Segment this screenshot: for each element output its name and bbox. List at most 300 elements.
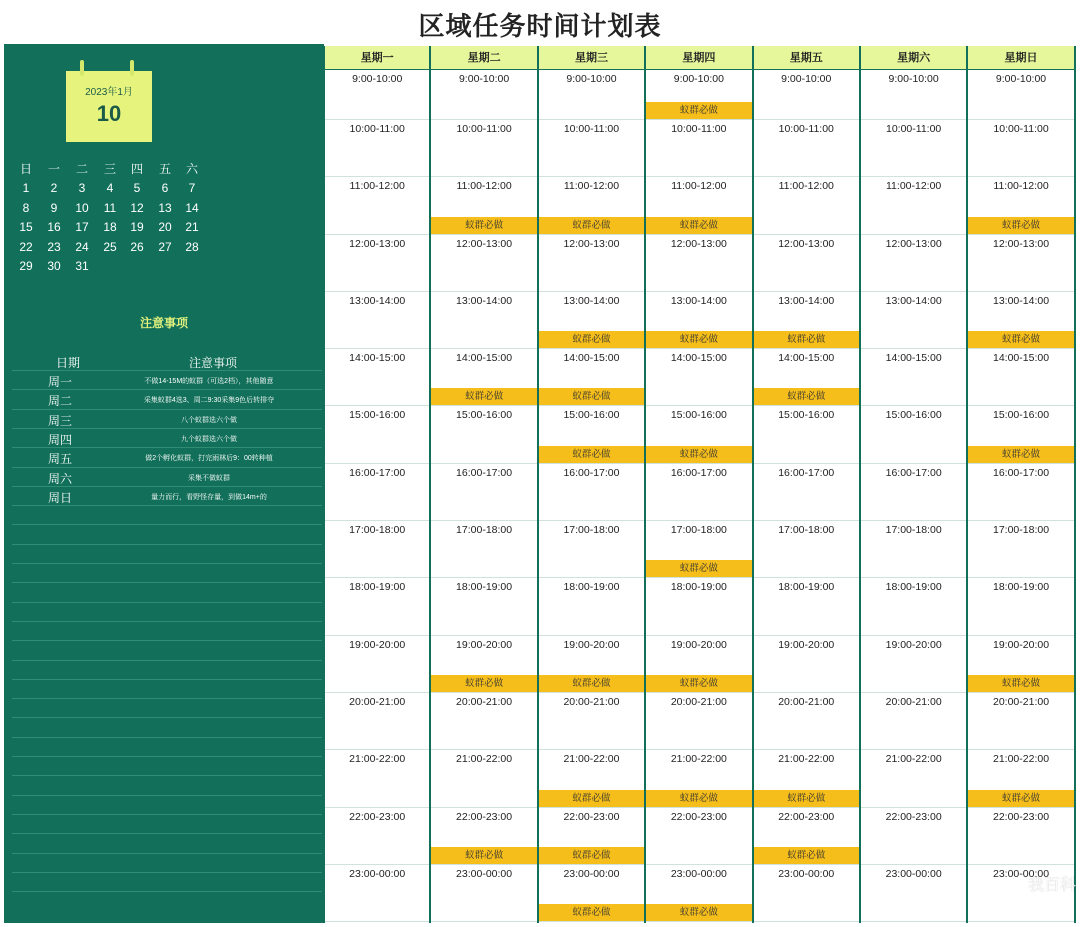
calendar-weekday-header: 四: [130, 162, 143, 176]
time-slot-label: 18:00-19:00: [670, 581, 727, 594]
time-slot-cell: [325, 177, 429, 234]
calendar-date: 30: [47, 259, 61, 273]
calendar-date: 8: [22, 200, 30, 215]
time-slot-cell: [325, 636, 429, 693]
time-slot-label: 11:00-12:00: [886, 180, 942, 193]
calendar-date: 13: [158, 200, 172, 215]
time-slot-label: 23:00-00:00: [885, 867, 942, 880]
page-title: 区域任务时间计划表: [418, 12, 662, 42]
time-slot-cell: [431, 292, 536, 349]
time-slot-cell: [325, 808, 429, 865]
calendar-date: 7: [188, 181, 196, 196]
time-slot-label: 21:00-22:00: [349, 753, 406, 766]
time-slot-label: 9:00-10:00: [781, 73, 832, 85]
time-slot-cell: [754, 120, 859, 177]
time-slot-label: 23:00-00:00: [456, 867, 513, 880]
notes-title: 注意事项: [139, 316, 188, 330]
task-tag: 蚁群必做: [539, 675, 644, 692]
time-slot-label: 16:00-17:00: [456, 466, 513, 479]
time-slot-label: 12:00-13:00: [993, 237, 1050, 250]
time-slot-cell: [431, 120, 536, 177]
calendar-date: 10: [75, 200, 89, 215]
task-tag: 蚁群必做: [646, 675, 751, 692]
day-column: [861, 46, 968, 923]
calendar-weekday-header: 三: [103, 162, 116, 176]
task-tag: 蚁群必做: [539, 446, 644, 463]
time-slot-label: 12:00-13:00: [563, 237, 620, 250]
calendar-date: [182, 257, 202, 275]
time-slot-cell: [861, 521, 966, 578]
time-slot-label: 12:00-13:00: [778, 237, 835, 250]
time-slot-cell: [754, 235, 859, 292]
task-tag: 蚁群必做: [431, 388, 536, 405]
calendar-date: 27: [158, 239, 172, 254]
time-slot-cell: [861, 349, 966, 406]
time-slot-cell: [325, 406, 429, 463]
time-slot-label: 19:00-20:00: [349, 638, 406, 651]
time-slot-label: 11:00-12:00: [563, 180, 620, 193]
time-slot-label: 17:00-18:00: [670, 524, 727, 537]
calendar-date: 6: [161, 181, 169, 196]
time-slot-cell: [646, 349, 751, 406]
time-slot-label: 14:00-15:00: [993, 352, 1050, 365]
time-slot-label: 14:00-15:00: [885, 352, 942, 365]
time-slot-label: 12:00-13:00: [456, 237, 513, 250]
time-slot-label: 21:00-22:00: [778, 753, 835, 766]
time-slot-label: 13:00-14:00: [993, 294, 1050, 307]
time-slot-label: 21:00-22:00: [456, 753, 513, 766]
time-slot-label: 10:00-11:00: [456, 123, 512, 135]
time-slot-label: 18:00-19:00: [778, 581, 835, 594]
time-slot-cell: [646, 636, 751, 693]
time-slot-label: 11:00-12:00: [349, 180, 405, 193]
time-slot-label: 22:00-23:00: [778, 810, 835, 823]
calendar-date: [127, 257, 147, 275]
time-slot-cell: [539, 177, 644, 234]
time-slot-label: 10:00-11:00: [778, 123, 834, 135]
time-slot-label: 20:00-21:00: [563, 695, 620, 708]
task-tag: 蚁群必做: [754, 847, 859, 864]
time-slot-cell: [968, 578, 1073, 635]
time-slot-label: 10:00-11:00: [563, 123, 620, 135]
time-slot-cell: [968, 235, 1073, 292]
notes-row-divider: [12, 756, 322, 757]
calendar-weekday-header: 日: [19, 162, 32, 176]
time-slot-label: 12:00-13:00: [885, 237, 942, 250]
time-slot-label: 12:00-13:00: [670, 237, 727, 250]
time-slot-label: 15:00-16:00: [778, 409, 835, 422]
time-slot-label: 14:00-15:00: [349, 352, 406, 365]
time-slot-label: 14:00-15:00: [563, 352, 620, 365]
task-tag: 蚁群必做: [646, 446, 751, 463]
notes-row-text: 做2个孵化蚁群，打完雨林后9：00转种植: [145, 455, 273, 463]
time-slot-cell: [754, 521, 859, 578]
time-slot-label: 21:00-22:00: [885, 753, 942, 766]
time-slot-label: 15:00-16:00: [993, 409, 1050, 422]
time-slot-label: 16:00-17:00: [563, 466, 620, 479]
task-tag: 蚁群必做: [539, 790, 644, 807]
time-slot-cell: [754, 693, 859, 750]
time-slot-cell: [325, 464, 429, 521]
time-slot-label: 19:00-20:00: [456, 638, 513, 651]
time-slot-cell: [968, 808, 1073, 865]
time-slot-cell: [968, 464, 1073, 521]
time-slot-label: 15:00-16:00: [670, 409, 727, 422]
task-tag: 蚁群必做: [754, 790, 859, 807]
time-slot-cell: [539, 750, 644, 807]
time-slot-cell: [325, 578, 429, 635]
time-slot-label: 13:00-14:00: [563, 294, 620, 307]
day-column: [539, 46, 646, 923]
time-slot-label: 22:00-23:00: [993, 810, 1050, 823]
time-slot-label: 21:00-22:00: [993, 753, 1050, 766]
time-slot-label: 10:00-11:00: [886, 123, 942, 135]
time-slot-label: 19:00-20:00: [885, 638, 942, 651]
time-slot-label: 20:00-21:00: [778, 695, 835, 708]
time-slot-cell: [431, 750, 536, 807]
calendar-date: 9: [50, 200, 58, 215]
calendar-date: 31: [75, 259, 89, 273]
time-slot-cell: [861, 808, 966, 865]
time-slot-cell: [646, 235, 751, 292]
time-slot-label: 22:00-23:00: [670, 810, 727, 823]
calendar-date: 14: [185, 200, 199, 215]
time-slot-cell: [431, 177, 536, 234]
notes-row-divider: [12, 679, 322, 680]
time-slot-label: 21:00-22:00: [670, 753, 727, 766]
time-slot-label: 17:00-18:00: [563, 524, 620, 537]
time-slot-cell: [646, 406, 751, 463]
time-slot-label: 9:00-10:00: [888, 73, 939, 85]
time-slot-cell: [968, 120, 1073, 177]
notes-row-divider: [12, 524, 322, 525]
time-slot-cell: [968, 177, 1073, 234]
time-slot-cell: [431, 636, 536, 693]
time-slot-cell: [968, 693, 1073, 750]
time-slot-cell: [861, 120, 966, 177]
notes-row-text: 九个蚁群选六个做: [181, 435, 237, 443]
task-tag: 蚁群必做: [539, 847, 644, 864]
notes-row-text: 采集蚁群4选3、周二9:30采集9色后转排夺: [143, 397, 275, 405]
time-slot-label: 23:00-00:00: [349, 867, 406, 880]
time-slot-label: 10:00-11:00: [671, 123, 727, 135]
task-tag: 蚁群必做: [646, 217, 751, 234]
task-tag: 蚁群必做: [646, 331, 751, 348]
time-slot-cell: [754, 636, 859, 693]
notes-row-divider: [12, 737, 322, 738]
calendar-ring-icon: [130, 60, 134, 76]
time-slot-label: 23:00-00:00: [993, 867, 1050, 880]
time-slot-cell: [325, 349, 429, 406]
time-slot-label: 11:00-12:00: [456, 180, 512, 193]
day-column: [754, 46, 861, 923]
notes-row-divider: [12, 660, 322, 661]
time-slot-label: 18:00-19:00: [349, 581, 406, 594]
time-slot-label: 22:00-23:00: [456, 810, 513, 823]
time-slot-cell: [968, 750, 1073, 807]
time-slot-cell: [754, 292, 859, 349]
time-slot-cell: [968, 406, 1073, 463]
time-slot-label: 17:00-18:00: [456, 524, 513, 537]
time-slot-label: 23:00-00:00: [670, 867, 727, 880]
time-slot-cell: [861, 235, 966, 292]
calendar-weekday-header: 五: [158, 162, 171, 176]
time-slot-label: 13:00-14:00: [456, 294, 513, 307]
calendar-date: [155, 257, 175, 275]
time-slot-cell: [431, 464, 536, 521]
notes-row-day: 周一: [48, 375, 73, 389]
time-slot-label: 11:00-12:00: [778, 180, 834, 193]
time-slot-label: 12:00-13:00: [349, 237, 406, 250]
time-slot-label: 16:00-17:00: [670, 466, 727, 479]
notes-row-text: 量力而行，看野怪存量，到做14m+的: [151, 493, 267, 501]
notes-row-divider: [12, 853, 322, 854]
time-slot-cell: [539, 521, 644, 578]
calendar-card: [66, 71, 152, 142]
notes-row-divider: [12, 563, 322, 564]
task-tag: 蚁群必做: [754, 331, 859, 348]
notes-row-divider: [12, 872, 322, 873]
notes-row-day: 周六: [48, 471, 73, 486]
time-slot-cell: [646, 521, 751, 578]
time-slot-cell: [968, 636, 1073, 693]
time-slot-label: 11:00-12:00: [993, 180, 1049, 193]
time-slot-cell: [325, 70, 429, 120]
notes-row-divider: [12, 775, 322, 776]
time-slot-label: 19:00-20:00: [993, 638, 1050, 651]
calendar-ring-icon: [80, 60, 84, 76]
time-slot-label: 20:00-21:00: [885, 695, 942, 708]
time-slot-label: 13:00-14:00: [670, 294, 727, 307]
task-tag: 蚁群必做: [646, 560, 751, 577]
calendar-date: 21: [185, 220, 199, 235]
calendar-date: [100, 257, 120, 275]
notes-row-divider: [12, 795, 322, 796]
time-slot-cell: [646, 177, 751, 234]
time-slot-cell: [861, 464, 966, 521]
day-header: 星期三: [539, 46, 644, 70]
calendar-weekday-header: 六: [185, 162, 198, 176]
time-slot-cell: [646, 578, 751, 635]
calendar-day: 10: [96, 101, 122, 126]
task-tag: 蚁群必做: [968, 217, 1073, 234]
time-slot-cell: [754, 750, 859, 807]
time-slot-cell: [861, 406, 966, 463]
time-slot-cell: [431, 693, 536, 750]
time-slot-cell: [539, 464, 644, 521]
schedule-grid: [324, 46, 1076, 923]
notes-row-text: 采集不做蚁群: [188, 474, 230, 482]
notes-row-divider: [12, 640, 322, 641]
time-slot-cell: [861, 578, 966, 635]
day-header: 星期一: [325, 46, 429, 70]
time-slot-cell: [861, 70, 966, 120]
task-tag: 蚁群必做: [431, 847, 536, 864]
time-slot-label: 20:00-21:00: [670, 695, 727, 708]
day-header: 星期五: [754, 46, 859, 70]
time-slot-cell: [431, 578, 536, 635]
time-slot-cell: [646, 292, 751, 349]
time-slot-cell: [754, 578, 859, 635]
notes-row-divider: [12, 582, 322, 583]
time-slot-cell: [431, 70, 536, 120]
time-slot-label: 9:00-10:00: [673, 73, 724, 85]
time-slot-label: 20:00-21:00: [993, 695, 1050, 708]
time-slot-label: 19:00-20:00: [670, 638, 727, 651]
task-tag: 蚁群必做: [754, 388, 859, 405]
time-slot-label: 10:00-11:00: [993, 123, 1049, 135]
time-slot-cell: [539, 349, 644, 406]
task-tag: 蚁群必做: [968, 331, 1073, 348]
time-slot-cell: [325, 865, 429, 922]
time-slot-cell: [539, 636, 644, 693]
calendar-date: 28: [185, 239, 199, 254]
day-header: 星期二: [431, 46, 536, 70]
time-slot-label: 15:00-16:00: [563, 409, 620, 422]
task-tag: 蚁群必做: [646, 790, 751, 807]
time-slot-cell: [325, 693, 429, 750]
calendar-date: 16: [47, 220, 61, 235]
time-slot-cell: [325, 235, 429, 292]
time-slot-label: 10:00-11:00: [349, 123, 405, 135]
time-slot-label: 17:00-18:00: [885, 524, 942, 537]
notes-row-divider: [12, 891, 322, 892]
calendar-month: 2023年1月: [85, 87, 133, 98]
calendar-weekday-header: 二: [75, 162, 88, 176]
time-slot-label: 15:00-16:00: [349, 409, 406, 422]
time-slot-cell: [861, 693, 966, 750]
time-slot-label: 20:00-21:00: [456, 695, 513, 708]
calendar-date: 22: [19, 239, 33, 254]
time-slot-label: 22:00-23:00: [885, 810, 942, 823]
time-slot-label: 17:00-18:00: [349, 524, 406, 537]
notes-header-note: 注意事项: [189, 356, 238, 370]
calendar-date: 2: [50, 181, 58, 196]
time-slot-label: 19:00-20:00: [778, 638, 835, 651]
calendar-date: 12: [130, 200, 144, 215]
time-slot-label: 22:00-23:00: [563, 810, 620, 823]
calendar-date: 15: [19, 220, 33, 235]
time-slot-cell: [861, 750, 966, 807]
task-tag: 蚁群必做: [646, 102, 751, 119]
time-slot-label: 17:00-18:00: [778, 524, 835, 537]
time-slot-label: 20:00-21:00: [349, 695, 406, 708]
time-slot-label: 18:00-19:00: [456, 581, 513, 594]
calendar-date: 1: [22, 181, 30, 196]
time-slot-label: 17:00-18:00: [993, 524, 1050, 537]
time-slot-label: 15:00-16:00: [885, 409, 942, 422]
time-slot-cell: [539, 70, 644, 120]
calendar-date: 24: [75, 239, 89, 254]
time-slot-label: 18:00-19:00: [993, 581, 1050, 594]
time-slot-cell: [431, 865, 536, 922]
time-slot-label: 14:00-15:00: [778, 352, 835, 365]
time-slot-cell: [539, 693, 644, 750]
time-slot-label: 18:00-19:00: [563, 581, 620, 594]
notes-row-text: 八个蚁群选六个做: [181, 416, 237, 424]
time-slot-cell: [646, 70, 751, 120]
time-slot-cell: [646, 808, 751, 865]
time-slot-label: 13:00-14:00: [885, 294, 942, 307]
time-slot-cell: [325, 750, 429, 807]
time-slot-cell: [539, 578, 644, 635]
notes-row-divider: [12, 370, 322, 371]
time-slot-cell: [539, 235, 644, 292]
notes-row-divider: [12, 544, 322, 545]
notes-row-day: 周三: [48, 413, 73, 428]
calendar-date: 4: [106, 181, 114, 196]
time-slot-cell: [754, 70, 859, 120]
notes-row-divider: [12, 814, 322, 815]
time-slot-cell: [431, 521, 536, 578]
time-slot-label: 19:00-20:00: [563, 638, 620, 651]
day-column: [646, 46, 753, 923]
calendar-date: 11: [103, 200, 117, 215]
time-slot-label: 14:00-15:00: [670, 352, 727, 365]
time-slot-cell: [754, 865, 859, 922]
time-slot-label: 11:00-12:00: [671, 180, 727, 193]
task-tag: 蚁群必做: [431, 675, 536, 692]
calendar-date: 3: [78, 181, 86, 196]
time-slot-cell: [646, 865, 751, 922]
notes-row-day: 周四: [48, 432, 73, 447]
notes-row-divider: [12, 717, 322, 718]
time-slot-cell: [325, 292, 429, 349]
time-slot-cell: [646, 120, 751, 177]
calendar-date: 29: [19, 259, 33, 273]
time-slot-label: 13:00-14:00: [778, 294, 835, 307]
task-tag: 蚁群必做: [539, 331, 644, 348]
time-slot-cell: [539, 292, 644, 349]
time-slot-cell: [431, 808, 536, 865]
notes-header-date: 日期: [56, 356, 81, 370]
time-slot-label: 9:00-10:00: [566, 73, 617, 85]
day-column: [324, 46, 431, 923]
time-slot-cell: [646, 464, 751, 521]
task-tag: 蚁群必做: [539, 217, 644, 234]
time-slot-label: 16:00-17:00: [349, 466, 406, 479]
notes-row-divider: [12, 698, 322, 699]
time-slot-cell: [754, 808, 859, 865]
time-slot-cell: [968, 521, 1073, 578]
time-slot-cell: [539, 808, 644, 865]
time-slot-label: 16:00-17:00: [885, 466, 942, 479]
task-tag: 蚁群必做: [539, 904, 644, 921]
task-tag: 蚁群必做: [646, 904, 751, 921]
watermark: 我百科: [1027, 877, 1076, 894]
day-header: 星期四: [646, 46, 751, 70]
time-slot-label: 16:00-17:00: [993, 466, 1050, 479]
time-slot-cell: [431, 235, 536, 292]
time-slot-label: 14:00-15:00: [456, 352, 513, 365]
task-tag: 蚁群必做: [431, 217, 536, 234]
task-tag: 蚁群必做: [968, 790, 1073, 807]
time-slot-cell: [861, 292, 966, 349]
time-slot-cell: [968, 70, 1073, 120]
time-slot-cell: [325, 521, 429, 578]
day-column: [431, 46, 538, 923]
time-slot-cell: [539, 865, 644, 922]
time-slot-cell: [754, 406, 859, 463]
notes-row-day: 周五: [48, 452, 73, 467]
notes-row-divider: [12, 833, 322, 834]
time-slot-cell: [754, 464, 859, 521]
time-slot-label: 9:00-10:00: [352, 73, 403, 85]
time-slot-label: 22:00-23:00: [349, 810, 406, 823]
task-tag: 蚁群必做: [968, 446, 1073, 463]
left-panel: [4, 44, 324, 923]
time-slot-cell: [861, 177, 966, 234]
